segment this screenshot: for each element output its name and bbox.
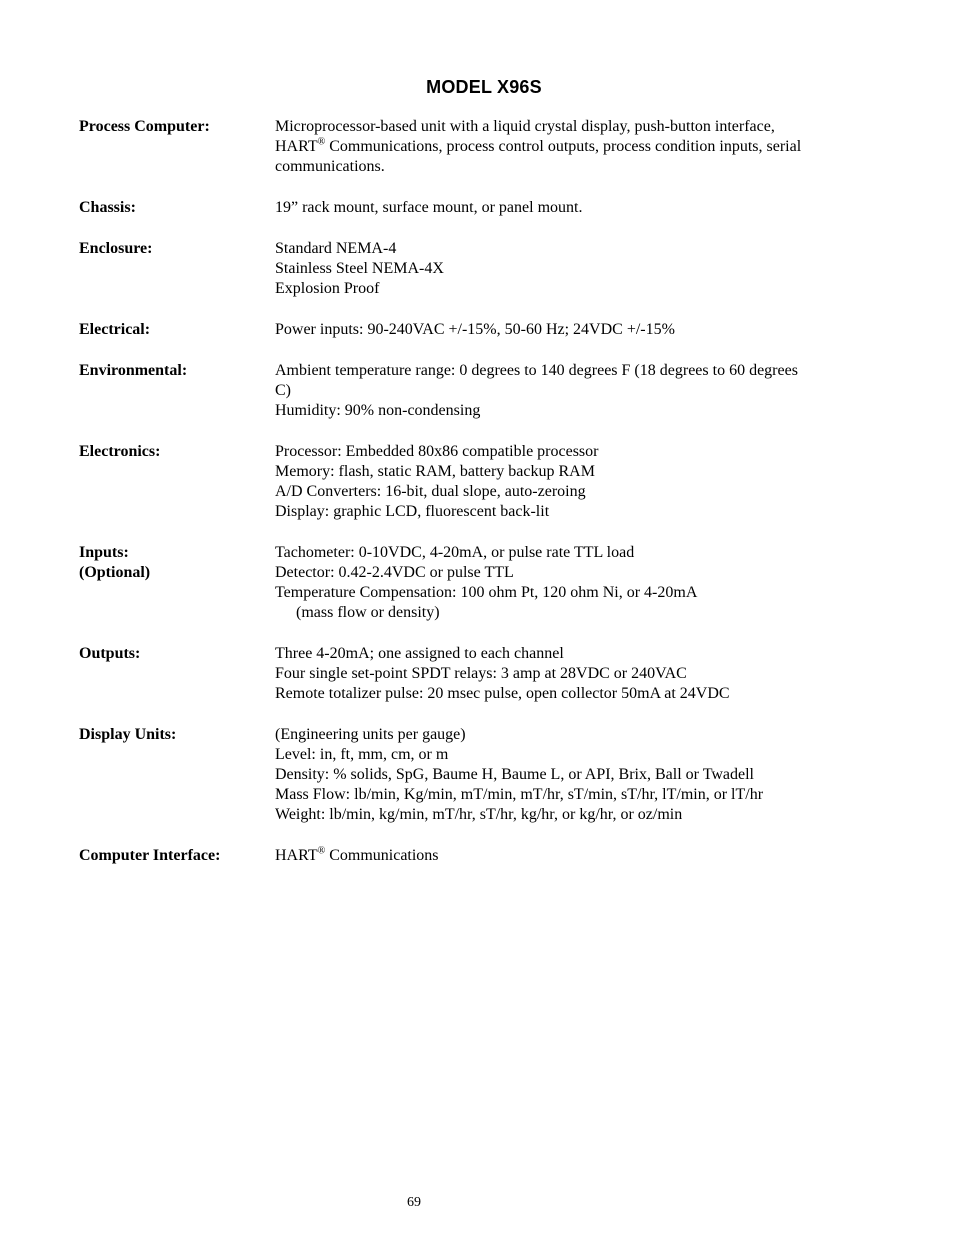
spec-value-line: Memory: flash, static RAM, battery backup RAM — [275, 463, 595, 480]
spec-label — [79, 320, 275, 340]
spec-value-line: Four single set-point SPDT relays: 3 amp at 28VDC or 240VAC — [275, 665, 687, 682]
spec-value-text: Communications, process control outputs, process condition inputs, serial — [325, 138, 802, 155]
spec-values — [275, 117, 855, 177]
spec-value-text: HART — [275, 138, 318, 155]
spec-value-line: Standard NEMA-4 — [275, 240, 397, 257]
spec-label — [79, 846, 275, 866]
registered-mark: ® — [317, 845, 326, 857]
spec-value-line: Mass Flow: lb/min, Kg/min, mT/min, mT/hr, sT/min, sT/hr, lT/min, or lT/hr — [275, 786, 764, 803]
spec-value-line: Processor: Embedded 80x86 compatible processor — [275, 443, 599, 460]
spec-label-text: Chassis: — [79, 199, 136, 216]
spec-values — [275, 361, 855, 421]
spec-label-text: Display Units: — [79, 726, 177, 743]
spec-value-text: Communications — [325, 847, 439, 864]
spec-value-line: Explosion Proof — [275, 280, 380, 297]
spec-value-line: Weight: lb/min, kg/min, mT/hr, sT/hr, kg/hr, or kg/hr, or oz/min — [275, 806, 683, 823]
spec-label-text: Electronics: — [79, 443, 161, 460]
spec-values — [275, 198, 855, 218]
spec-value-line: communications. — [275, 158, 385, 175]
spec-value-line: Humidity: 90% non-condensing — [275, 402, 481, 419]
spec-row — [79, 846, 869, 866]
spec-label — [79, 198, 275, 218]
spec-label-text: Enclosure: — [79, 240, 153, 257]
spec-values — [275, 725, 855, 825]
spec-label-subtext: (Optional) — [79, 564, 151, 581]
spec-value-line: Power inputs: 90-240VAC +/-15%, 50-60 Hz; 24VDC +/-15% — [275, 321, 675, 338]
spec-label-text: Electrical: — [79, 321, 151, 338]
spec-label — [79, 239, 275, 259]
spec-row — [79, 239, 869, 299]
page-title: MODEL X96S — [426, 77, 542, 97]
spec-values — [275, 239, 855, 299]
spec-value-text: HART — [275, 847, 318, 864]
spec-label — [79, 361, 275, 381]
spec-row — [79, 320, 869, 340]
spec-value-line: Display: graphic LCD, fluorescent back-lit — [275, 503, 550, 520]
spec-value-line: Microprocessor-based unit with a liquid crystal display, push-button interface, — [275, 118, 775, 135]
spec-value-line: Remote totalizer pulse: 20 msec pulse, open collector 50mA at 24VDC — [275, 685, 730, 702]
registered-mark: ® — [317, 136, 326, 148]
spec-value-line: (Engineering units per gauge) — [275, 726, 466, 743]
spec-label-text: Outputs: — [79, 645, 141, 662]
spec-row — [79, 644, 869, 704]
spec-value-line: Stainless Steel NEMA-4X — [275, 260, 444, 277]
spec-row — [79, 198, 869, 218]
spec-value-line: A/D Converters: 16-bit, dual slope, auto-zeroing — [275, 483, 586, 500]
spec-row — [79, 361, 869, 421]
spec-values — [275, 543, 855, 623]
spec-label — [79, 442, 275, 462]
spec-value-line: Detector: 0.42-2.4VDC or pulse TTL — [275, 564, 514, 581]
page-number: 69 — [407, 1195, 421, 1210]
spec-value-line: Temperature Compensation: 100 ohm Pt, 120 ohm Ni, or 4-20mA — [275, 584, 698, 601]
spec-value-line: C) — [275, 382, 291, 399]
spec-value-line: (mass flow or density) — [296, 604, 440, 621]
spec-value-line: Three 4-20mA; one assigned to each channel — [275, 645, 564, 662]
spec-label — [79, 725, 275, 745]
spec-values — [275, 320, 855, 340]
spec-row — [79, 442, 869, 522]
spec-label-text: Inputs: — [79, 544, 129, 561]
spec-value-line: Tachometer: 0-10VDC, 4-20mA, or pulse rate TTL load — [275, 544, 635, 561]
spec-value-line: Density: % solids, SpG, Baume H, Baume L, or API, Brix, Ball or Twadell — [275, 766, 754, 783]
spec-label — [79, 644, 275, 664]
spec-value-line: 19” rack mount, surface mount, or panel mount. — [275, 199, 583, 216]
spec-label-text: Computer Interface: — [79, 847, 221, 864]
spec-label-text: Process Computer: — [79, 118, 210, 135]
spec-label-text: Environmental: — [79, 362, 188, 379]
spec-value-line: Level: in, ft, mm, cm, or m — [275, 746, 449, 763]
spec-row — [79, 117, 869, 177]
spec-label — [79, 543, 275, 583]
spec-row — [79, 543, 869, 623]
spec-value-line: Ambient temperature range: 0 degrees to 140 degrees F (18 degrees to 60 degrees — [275, 362, 798, 379]
spec-row — [79, 725, 869, 825]
spec-value-line — [275, 846, 855, 866]
spec-label — [79, 117, 275, 137]
spec-values — [275, 644, 855, 704]
spec-table — [79, 117, 869, 887]
spec-values — [275, 442, 855, 522]
spec-values — [275, 846, 855, 866]
spec-value-line — [275, 137, 855, 157]
